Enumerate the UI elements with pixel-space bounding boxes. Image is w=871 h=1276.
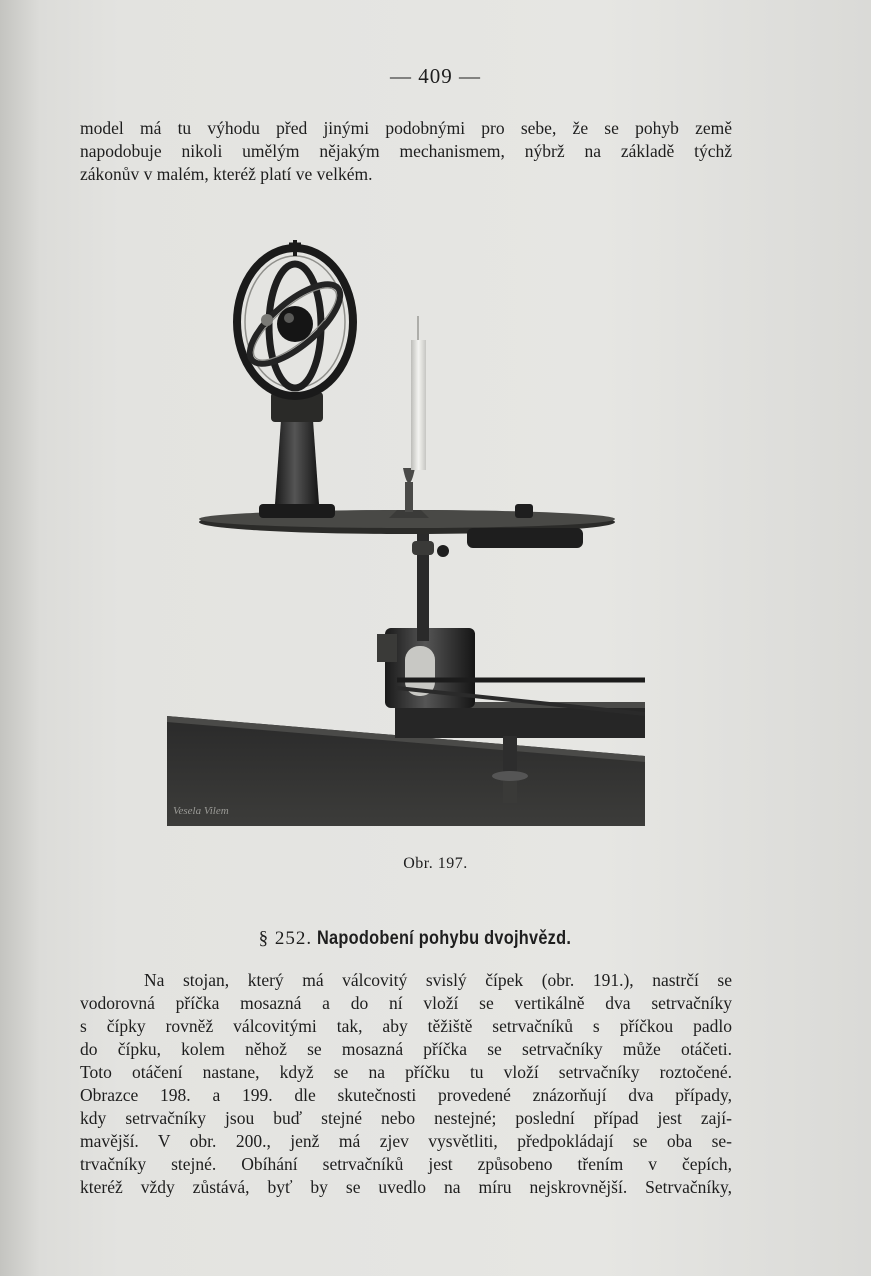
intro-paragraph [80, 117, 732, 186]
body-paragraph [80, 969, 732, 1199]
section-title: Napodobení pohybu dvojhvězd. [316, 928, 572, 949]
text-line: vodorovná příčka mosazná a do ní vloží se vertikálně dva setrvačníky [80, 993, 732, 1013]
figure-gyroscope-apparatus [167, 236, 645, 826]
text-line: Na stojan, který má válcovitý svislý čípek (obr. 191.), nastrčí se [144, 970, 732, 990]
text-line: Obrazce 198. a 199. dle skutečnosti provedené znázorňují dva případy, [80, 1085, 732, 1105]
text-line: mavější. V obr. 200., jenž má zjev vysvětliti, předpokládají se oba se- [80, 1131, 732, 1151]
text-line: kdy setrvačníky jsou buď stejné nebo nestejné; poslední případ jest zají- [80, 1108, 732, 1128]
section-number: § 252. [258, 928, 313, 949]
gyroscope-apparatus-illustration [167, 236, 645, 826]
text-line: napodobuje nikoli umělým nějakým mechanismem, nýbrž na základě týchž [80, 141, 732, 161]
text-line: kteréž vždy zůstává, byť by se uvedlo na míru nejskrovnější. Setrvačníky, [80, 1177, 732, 1197]
figure-caption: Obr. 197. [403, 855, 468, 872]
text-line: model má tu výhodu před jinými podobnými pro sebe, že se pohyb země [80, 118, 732, 138]
text-line: trvačníky stejné. Obíhání setrvačníků jest způsobeno třením v čepích, [80, 1154, 732, 1174]
text-line: Toto otáčení nastane, když se na příčku tu vloží setrvačníky roztočené. [80, 1062, 732, 1082]
text-line: zákonův v malém, kteréž platí ve velkém. [80, 164, 373, 184]
text-line: do čípku, kolem něhož se mosazná příčka se setrvačníky může otáčeti. [80, 1039, 732, 1059]
section-heading [0, 928, 871, 950]
engraver-signature: Vesela Vilem [173, 805, 229, 817]
page-number: — 409 — [390, 64, 481, 88]
text-line: s čípky rovněž válcovitými tak, aby těžiště setrvačníků s příčkou padlo [80, 1016, 732, 1036]
